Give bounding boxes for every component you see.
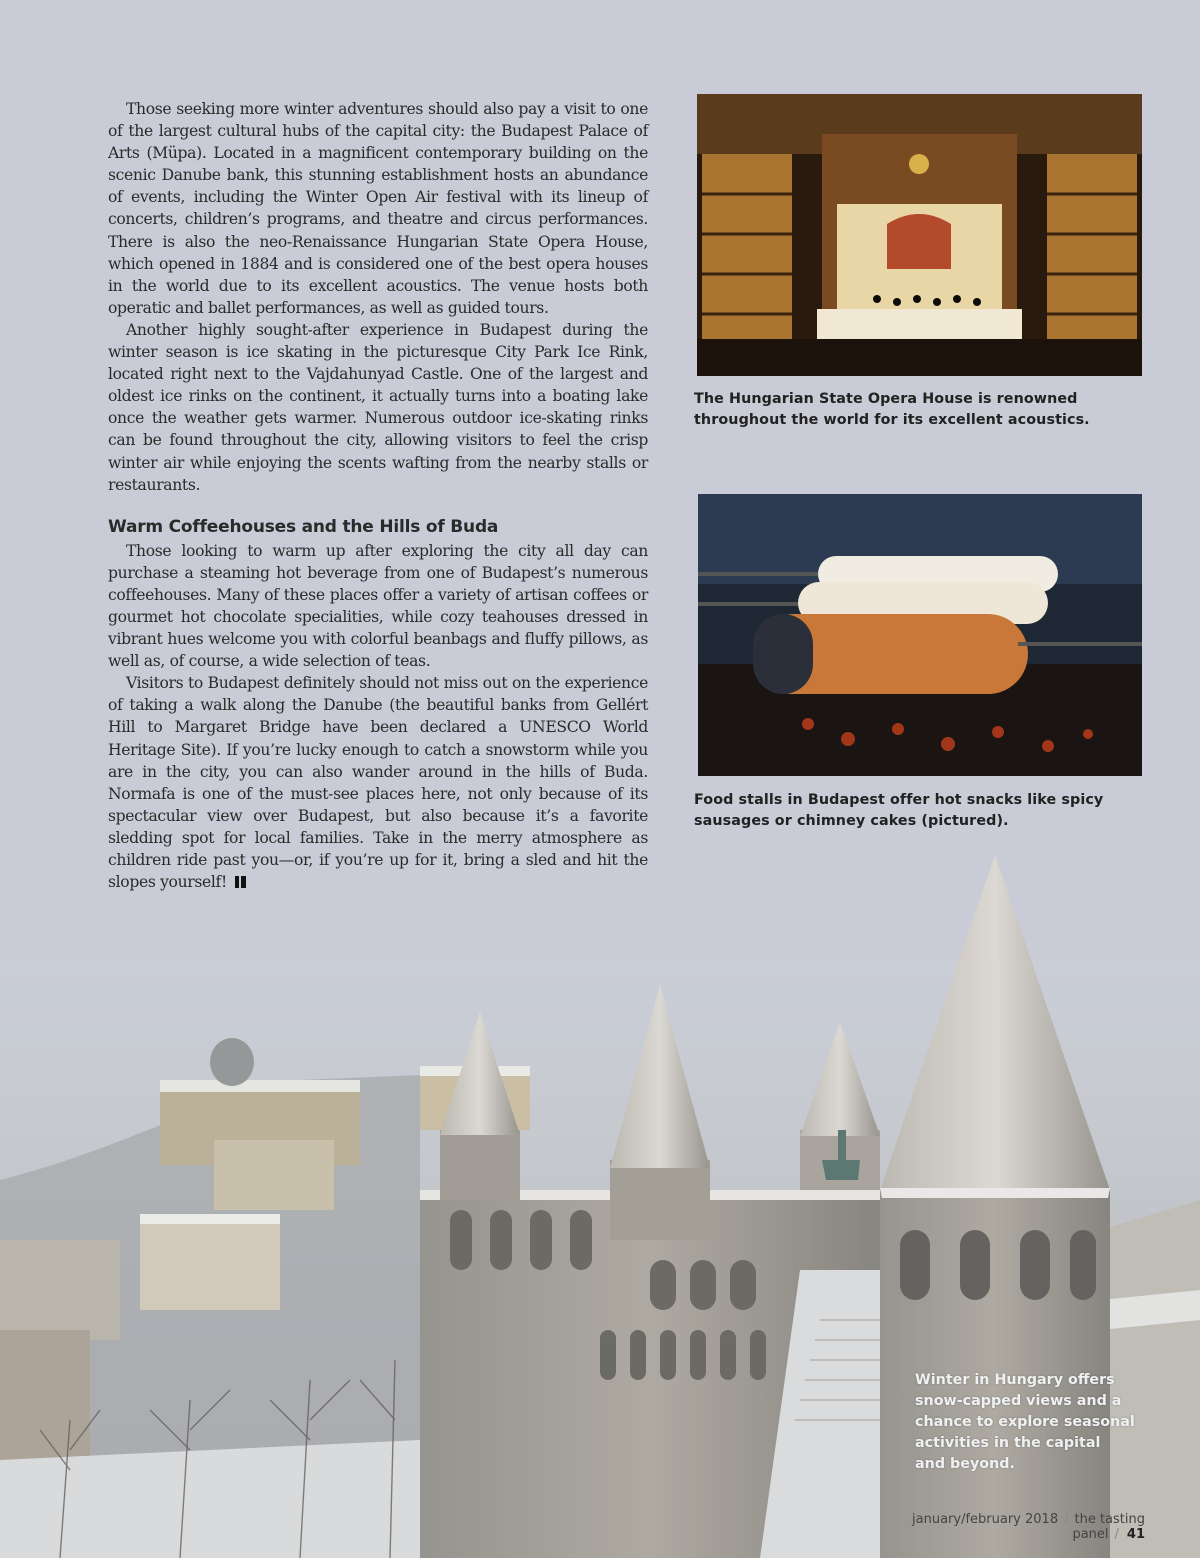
page-number: 41 — [1126, 1527, 1145, 1542]
winter-photo-caption: Winter in Hungary offers snow-capped views and a chance to explore seasonal activities in the capital and beyond. — [915, 1372, 1135, 1472]
paragraph-coffeehouses: Those looking to warm up after exploring the city all day can purchase a steaming hot beverage from one of Budapest’s numerous coffeehouses. Many of these places offer a variety of artisan coffees or gourmet hot chocolate specialities, while cozy teahouses dressed in vibrant hues welcome you with colorful beanbags and fluffy pillows, as well as, of course, a wide selection of teas. — [108, 541, 648, 671]
page-footer: january/february 2018 / the tasting panel / 41 — [912, 1512, 1145, 1542]
section-subheading: Warm Coffeehouses and the Hills of Buda — [108, 516, 499, 537]
paragraph-danube-buda — [108, 672, 648, 893]
paragraph-ice-skating: Another highly sought-after experience in Budapest during the winter season is ice skating in the picturesque City Park Ice Rink, located right next to the Vajdahunyad Castle. One of the largest and oldest ice rinks on the continent, it actually turns into a boating lake once the weather gets warmer. Numerous outdoor ice-skating rinks can be found throughout the city, allowing visitors to feel the crisp winter air while enjoying the scents wafting from the nearby stalls or restaurants. — [108, 320, 648, 494]
chimney-cake-photo — [698, 494, 1142, 776]
paragraph-danube-buda-text: Visitors to Budapest definitely should not miss out on the experience of taking a walk along the Danube (the beautiful banks from Gellért Hill to Margaret Bridge have been declared a UNESCO World Heritage Site). If you’re lucky enough to catch a snowstorm while you are in the city, you can also wander around in the hills of Buda. Normafa is one of the must-see places here, not only because of its spectacular view over Budapest, but also because it’s a favorite sledding spot for local families. Take in the merry atmosphere as children ride past you—or, if you’re up for it, bring a sled and hit the slopes yourself! — [108, 674, 648, 892]
article-column — [108, 98, 648, 893]
opera-photo-caption: The Hungarian State Opera House is renowned throughout the world for its excellent acoustics. — [694, 391, 1090, 428]
food-photo-caption: Food stalls in Budapest offer hot snacks like spicy sausages or chimney cakes (pictured). — [694, 792, 1104, 829]
end-of-article-icon — [235, 876, 246, 888]
magazine-name: the tasting panel — [1072, 1512, 1145, 1542]
issue-date: january/february 2018 — [912, 1512, 1059, 1527]
paragraph-palace-of-arts: Those seeking more winter adventures should also pay a visit to one of the largest cultural hubs of the capital city: the Budapest Palace of Arts (Müpa). Located in a magnificent contemporary building on the scenic Danube bank, this stunning establishment hosts an abundance of events, including the Winter Open Air festival with its lineup of concerts, children’s programs, and theatre and circus performances. There is also the neo-Renaissance Hungarian State Opera House, which opened in 1884 and is considered one of the best opera houses in the world due to its excellent acoustics. The venue hosts both operatic and ballet performances, as well as guided tours. — [108, 100, 648, 317]
opera-house-photo — [697, 94, 1142, 376]
